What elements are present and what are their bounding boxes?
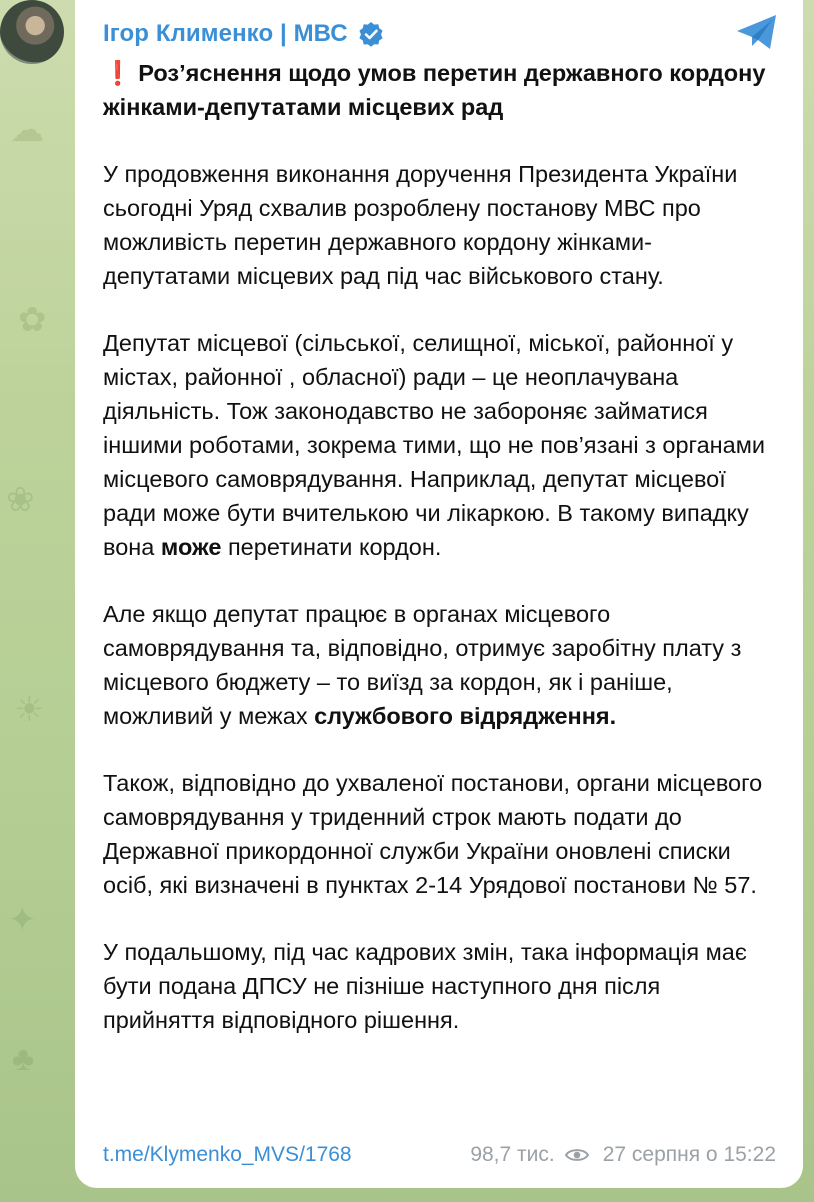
background-pattern: ☀	[14, 691, 45, 729]
telegram-share-icon[interactable]	[734, 12, 780, 52]
message-footer	[103, 1138, 776, 1172]
title-text: Роз’яснення щодо умов перетин державного кордону жінками-депутатами місцевих рад	[103, 60, 766, 120]
message-meta	[470, 1143, 776, 1167]
verified-badge-icon	[358, 21, 384, 47]
post-link[interactable]: t.me/Klymenko_MVS/1768	[103, 1143, 352, 1166]
message-header	[103, 14, 384, 54]
background-pattern: ♣	[12, 1040, 35, 1078]
background-pattern: ☁	[10, 111, 44, 149]
paragraph-4: Також, відповідно до ухваленої постанови, органи місцевого самоврядування у триденний строк мають подати до Державної прикордонної служби України оновлені списки осіб, які визначені в пунктах 2-14 Урядової постанови № 57.	[103, 770, 763, 898]
background-pattern: ❀	[6, 481, 35, 519]
paragraph-2-tail: перетинати кордон.	[221, 534, 442, 560]
message-title	[103, 56, 778, 124]
paragraph-5: У подальшому, під час кадрових змін, така інформація має бути подана ДПСУ не пізніше наступного дня після прийняття відповідного рішення.	[103, 939, 747, 1033]
background-pattern: ✿	[18, 301, 47, 339]
exclamation-icon: ❗	[103, 60, 133, 86]
paragraph-1: У продовження виконання доручення Президента України сьогодні Уряд схвалив розроблену постанову МВС про можливість перетин державного кордону жінками-депутатами місцевих рад під час військового стану.	[103, 161, 738, 289]
paragraph-2-bold: може	[160, 534, 222, 560]
views-count: 98,7 тис.	[470, 1143, 555, 1166]
channel-avatar[interactable]	[0, 0, 64, 64]
paragraph-3	[103, 597, 778, 733]
paragraph-2-text: Депутат місцевої (сільської, селищної, міської, районної у містах, районної , обласної) ради – це неоплачувана діяльність. Тож законодавство не забороняє займатися іншими роботами, зокрема тими, що не пов’язані з органами місцевого самоврядування. Наприклад, депутат місцевої ради може бути вчителькою чи лікаркою. В такому випадку вона	[103, 330, 765, 560]
paragraph-2	[103, 326, 778, 564]
paragraph-3-bold: службового відрядження.	[314, 703, 617, 729]
message-content	[103, 56, 778, 1070]
post-date: 27 серпня о 15:22	[602, 1143, 776, 1166]
eye-icon	[565, 1147, 589, 1163]
background-pattern: ✦	[8, 901, 37, 939]
author-name[interactable]: Ігор Клименко | МВС	[103, 20, 348, 47]
paragraph-3-text: Але якщо депутат працює в органах місцевого самоврядування та, відповідно, отримує заробітну плату з місцевого бюджету – то виїзд за кордон, як і раніше, можливий у межах	[103, 601, 742, 729]
